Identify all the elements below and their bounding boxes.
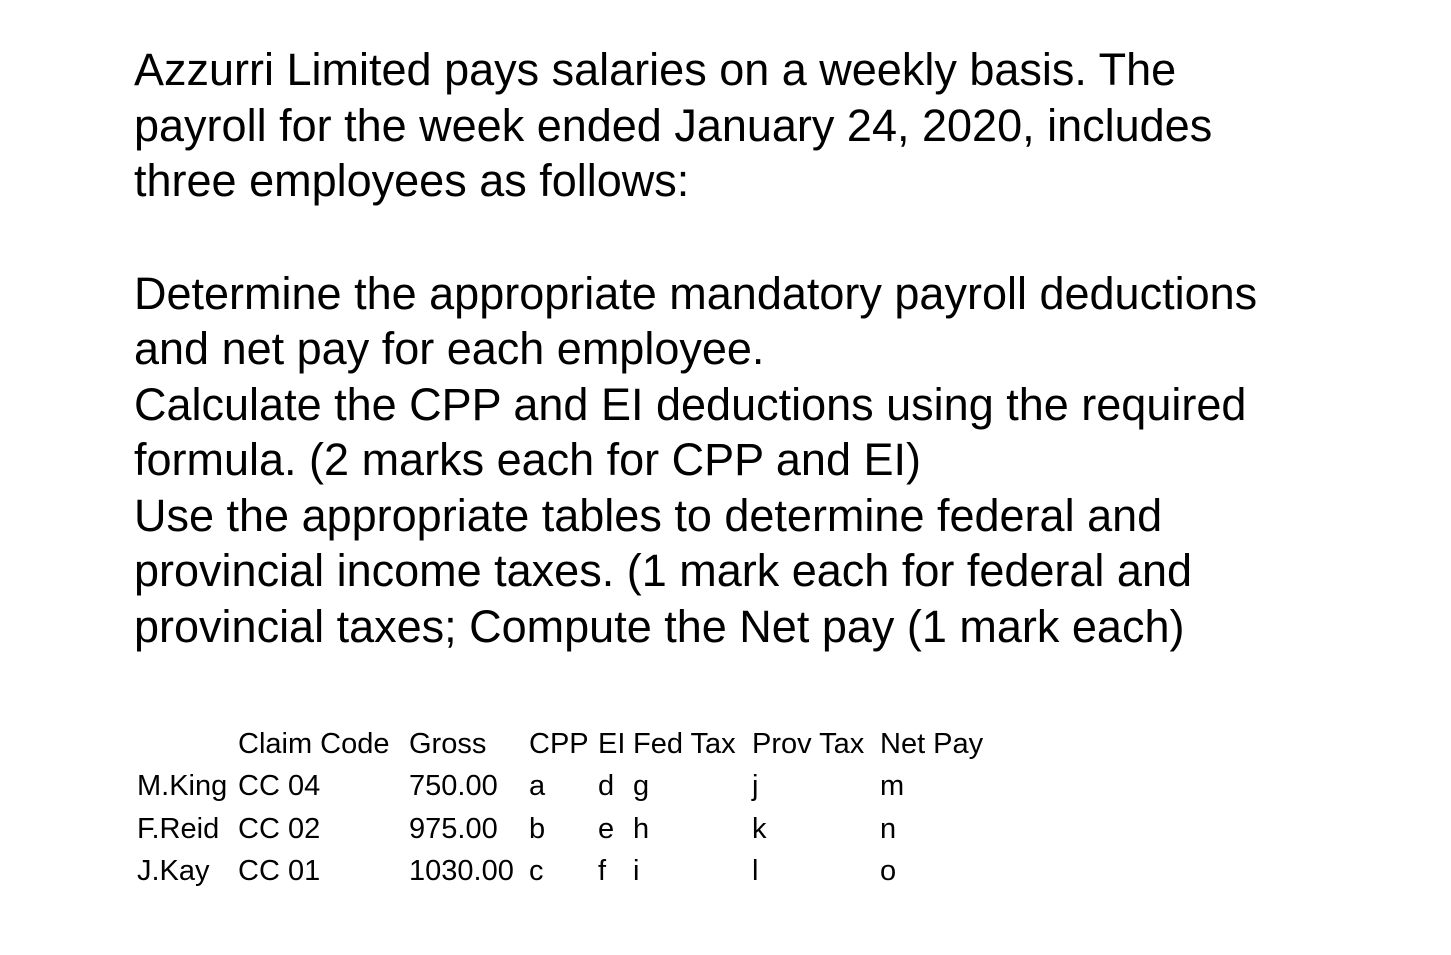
intro-line: three employees as follows: bbox=[134, 155, 690, 206]
header-prov-tax: Prov Tax bbox=[752, 727, 865, 760]
instruction-line: provincial taxes; Compute the Net pay (1 mark each) bbox=[134, 600, 1185, 652]
instruction-line: Calculate the CPP and EI deductions using the required bbox=[134, 378, 1247, 430]
header-cpp: CPP bbox=[529, 727, 589, 760]
cell-employee: J.Kay bbox=[137, 855, 210, 888]
header-employee bbox=[134, 723, 235, 766]
table-header-row bbox=[134, 723, 1003, 766]
cell-gross: 975.00 bbox=[409, 812, 498, 845]
table-row bbox=[134, 808, 1003, 851]
cell-employee: F.Reid bbox=[137, 812, 220, 845]
table-row bbox=[134, 851, 1003, 894]
instruction-line: Determine the appropriate mandatory payroll deductions bbox=[134, 267, 1258, 319]
cell-claim-code: CC 04 bbox=[238, 770, 321, 803]
header-ei: EI bbox=[598, 727, 626, 760]
cell-net-pay: m bbox=[880, 770, 905, 803]
header-fed-tax: Fed Tax bbox=[633, 727, 736, 760]
cell-cpp: c bbox=[529, 855, 544, 888]
cell-net-pay: o bbox=[880, 855, 897, 888]
cell-fed-tax: h bbox=[633, 812, 650, 845]
problem-text bbox=[134, 42, 1424, 654]
payroll-table bbox=[134, 723, 1003, 893]
cell-ei: f bbox=[598, 855, 607, 888]
header-gross: Gross bbox=[409, 727, 487, 760]
cell-prov-tax: l bbox=[752, 855, 759, 888]
header-net-pay: Net Pay bbox=[880, 727, 984, 760]
instruction-line: formula. (2 marks each for CPP and EI) bbox=[134, 434, 921, 485]
cell-claim-code: CC 02 bbox=[238, 812, 321, 845]
instruction-line: Use the appropriate tables to determine federal and bbox=[134, 489, 1163, 541]
instruction-line: provincial income taxes. (1 mark each for federal and bbox=[134, 545, 1193, 596]
intro-line: Azzurri Limited pays salaries on a weekly basis. The bbox=[134, 44, 1177, 95]
cell-ei: d bbox=[598, 770, 615, 803]
cell-fed-tax: g bbox=[633, 770, 650, 803]
cell-fed-tax: i bbox=[633, 855, 640, 888]
cell-prov-tax: j bbox=[752, 770, 759, 803]
cell-cpp: b bbox=[529, 812, 546, 845]
cell-cpp: a bbox=[529, 770, 546, 803]
instructions-paragraph bbox=[134, 266, 1424, 655]
cell-employee: M.King bbox=[137, 770, 228, 803]
cell-gross: 750.00 bbox=[409, 770, 498, 803]
instruction-line: and net pay for each employee. bbox=[134, 323, 765, 374]
cell-net-pay: n bbox=[880, 812, 897, 845]
intro-line: payroll for the week ended January 24, 2020, includes bbox=[134, 99, 1213, 151]
cell-gross: 1030.00 bbox=[409, 855, 514, 888]
header-claim-code: Claim Code bbox=[238, 727, 390, 760]
cell-prov-tax: k bbox=[752, 812, 767, 845]
intro-paragraph bbox=[134, 42, 1424, 209]
table-row bbox=[134, 766, 1003, 809]
cell-ei: e bbox=[598, 812, 615, 845]
cell-claim-code: CC 01 bbox=[238, 855, 321, 888]
